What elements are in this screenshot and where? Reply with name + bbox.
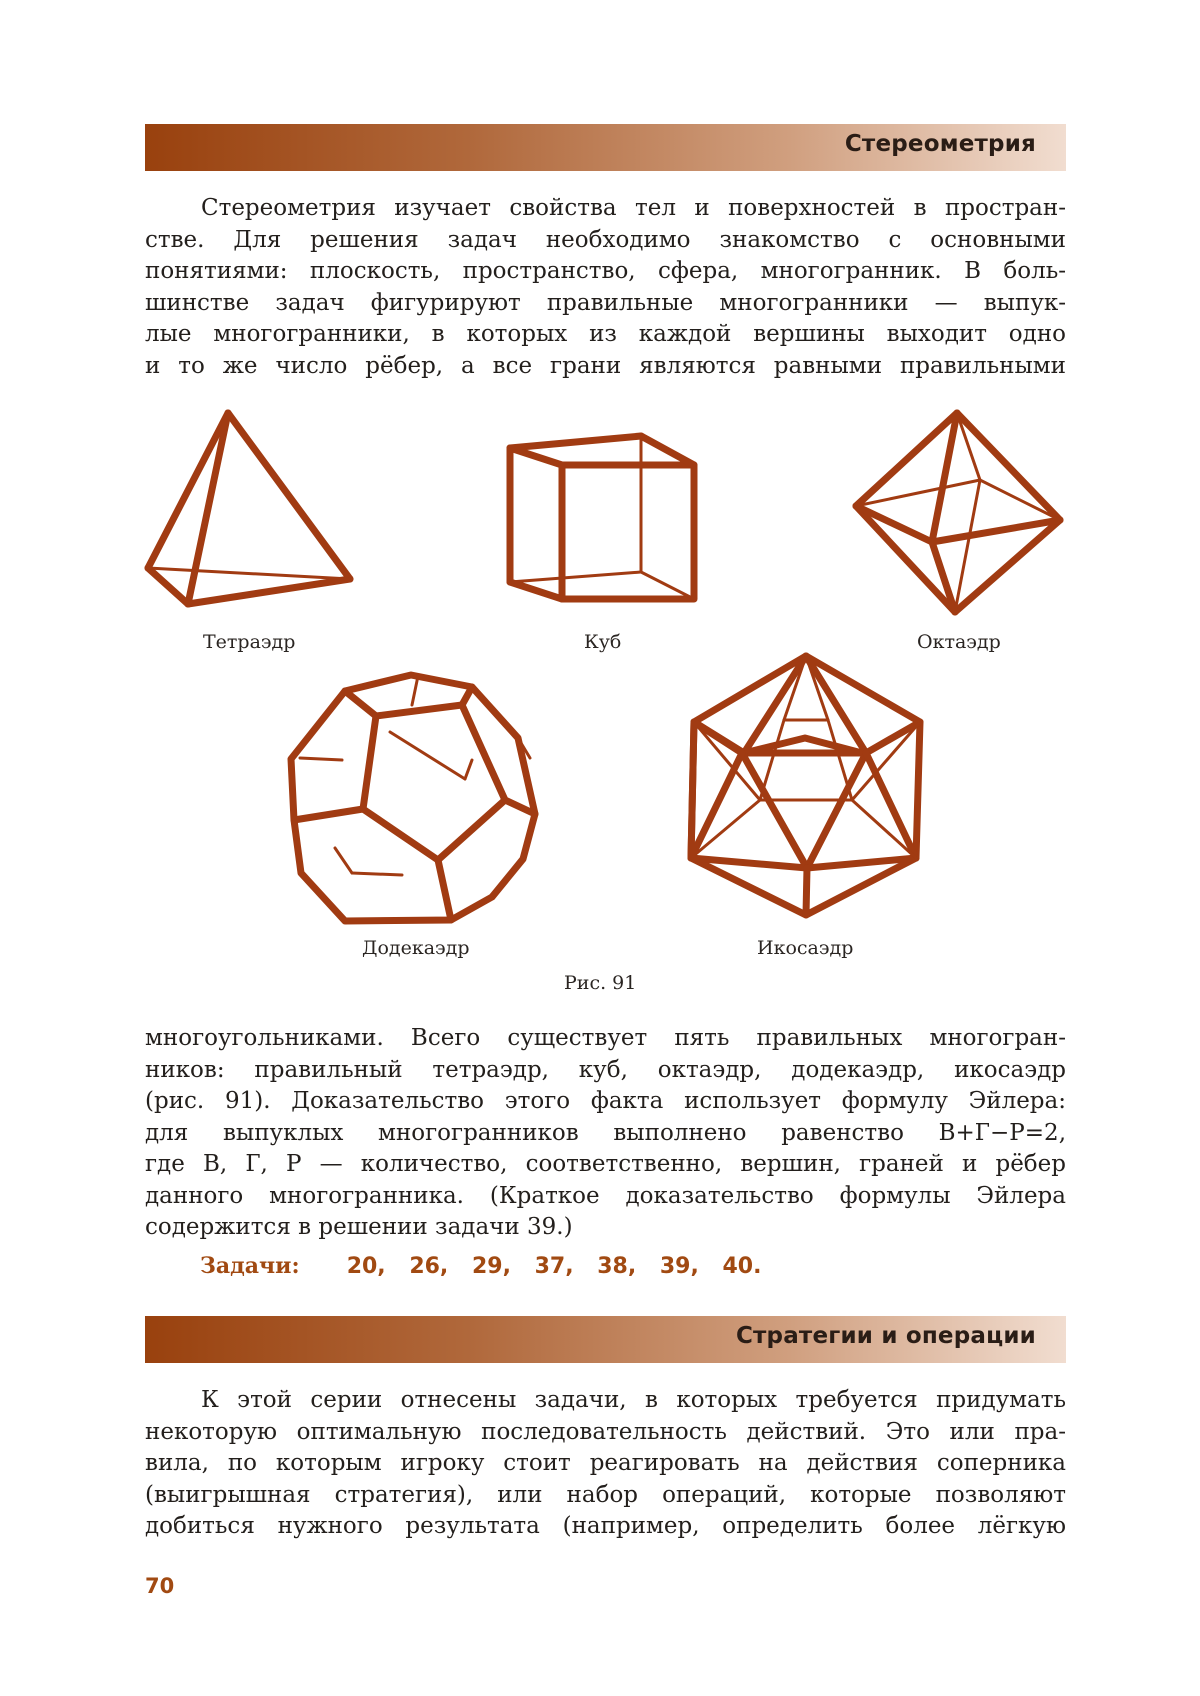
section-band-strategies xyxy=(145,1316,1066,1363)
cube-figure xyxy=(510,436,694,599)
text-line: некоторую оптимальную последовательность действий. Это или пра- xyxy=(145,1418,1066,1445)
icosahedron-figure xyxy=(691,656,920,915)
caption-tetrahedron: Тетраэдр xyxy=(203,631,296,653)
text-line: где В, Г, Р — количество, соответственно, вершин, граней и рёбер xyxy=(145,1151,1066,1177)
text-line: вила, по которым игроку стоит реагировать на действия соперника xyxy=(145,1450,1066,1476)
section-heading-stereometry: Стереометрия xyxy=(844,131,1036,157)
caption-cube: Куб xyxy=(584,631,622,653)
paragraph-strategies-intro xyxy=(145,1385,1066,1543)
text-line: добиться нужного результата (например, определить более лёгкую xyxy=(145,1513,1066,1539)
text-line: понятиями: плоскость, пространство, сфера, многогранник. В боль- xyxy=(145,258,1066,284)
text-line: К этой серии отнесены задачи, в которых требуется придумать xyxy=(201,1387,1066,1413)
text-line: лые многогранники, в которых из каждой вершины выходит одно xyxy=(145,321,1066,347)
text-line: данного многогранника. (Краткое доказательство формулы Эйлера xyxy=(145,1182,1066,1209)
text-line: шинстве задач фигурируют правильные многогранники — выпук- xyxy=(145,289,1066,316)
paragraph-polyhedra xyxy=(145,1023,1066,1244)
tasks-label: Задачи: xyxy=(200,1253,300,1279)
caption-icosahedron: Икосаэдр xyxy=(757,937,854,959)
text-line: стве. Для решения задач необходимо знакомство с основными xyxy=(145,226,1066,253)
text-line: (выигрышная стратегия), или набор операций, которые позволяют xyxy=(145,1481,1066,1508)
text-line: Стереометрия изучает свойства тел и поверхностей в простран- xyxy=(201,195,1066,221)
caption-octahedron: Октаэдр xyxy=(917,631,1001,653)
text-line: многоугольниками. Всего существует пять правильных многогран- xyxy=(145,1025,1066,1051)
dodecahedron-figure xyxy=(291,675,535,921)
text-line: и то же число рёбер, а все грани являются равными правильными xyxy=(145,352,1066,379)
tetrahedron-figure xyxy=(148,413,350,604)
figure-label: Рис. 91 xyxy=(564,972,637,994)
page-number: 70 xyxy=(145,1574,175,1598)
text-line: для выпуклых многогранников выполнено равенство В+Г−Р=2, xyxy=(145,1119,1066,1146)
tasks-numbers: 20, 26, 29, 37, 38, 39, 40. xyxy=(346,1254,762,1279)
section-heading-strategies: Стратегии и операции xyxy=(735,1323,1036,1349)
text-line: содержится в решении задачи 39.) xyxy=(145,1214,573,1240)
tasks-line xyxy=(200,1253,761,1279)
caption-dodecahedron: Додекаэдр xyxy=(362,937,470,959)
text-line: ников: правильный тетраэдр, куб, октаэдр, додекаэдр, икосаэдр xyxy=(145,1056,1066,1083)
octahedron-figure xyxy=(856,413,1060,612)
text-line: (рис. 91). Доказательство этого факта использует формулу Эйлера: xyxy=(145,1088,1066,1114)
